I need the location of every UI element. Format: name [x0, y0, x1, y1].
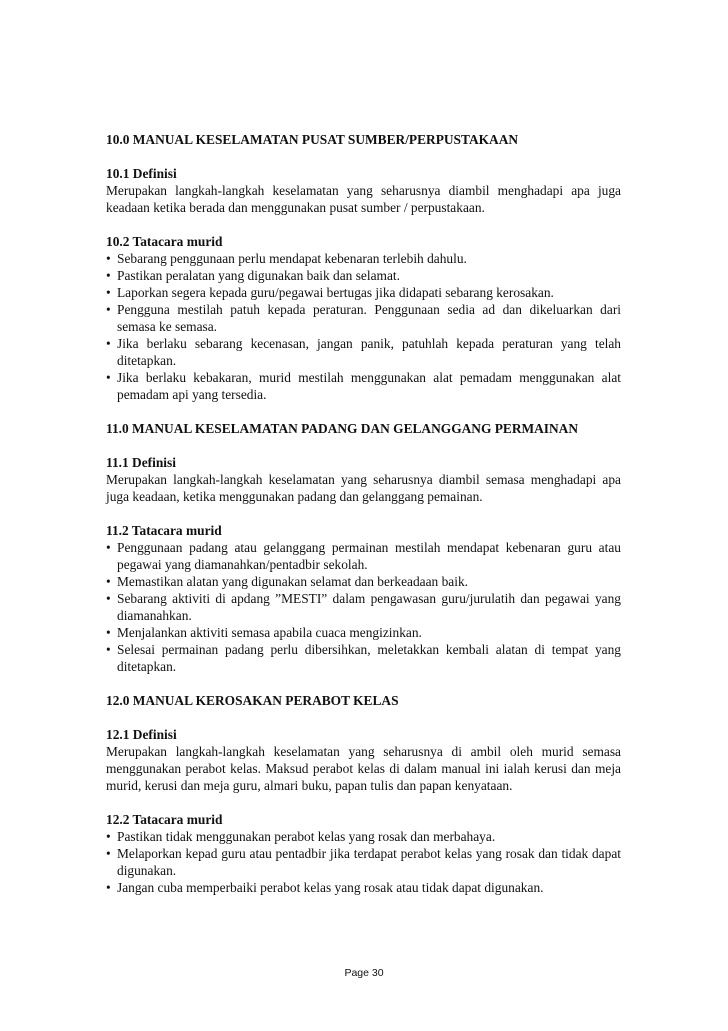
bullet-icon: • [106, 625, 111, 640]
section-12 [106, 692, 621, 896]
list-item [106, 284, 621, 301]
section-heading: 12.0 MANUAL KEROSAKAN PERABOT KELAS [106, 693, 399, 708]
document-body [106, 131, 621, 913]
list-item [106, 267, 621, 284]
list-item [106, 573, 621, 590]
definition-text: Merupakan langkah-langkah keselamatan yang seharusnya diambil semasa menghadapi apa juga keadaan, ketika menggunakan padang dan gelanggang pemainan. [106, 472, 621, 504]
list-item-text: Selesai permainan padang perlu dibersihkan, meletakkan kembali alatan di tempat yang ditetapkan. [117, 642, 621, 674]
list-item-text: Jika berlaku sebarang kecenasan, jangan panik, patuhlah kepada peraturan yang telah ditetapkan. [117, 336, 621, 368]
list-item-text: Melaporkan kepad guru atau pentadbir jika terdapat perabot kelas yang rosak dan tidak dapat digunakan. [117, 846, 621, 878]
list-item [106, 641, 621, 675]
list-item-text: Pastikan tidak menggunakan perabot kelas yang rosak dan merbahaya. [117, 829, 496, 844]
list-item-text: Menjalankan aktiviti semasa apabila cuaca mengizinkan. [117, 625, 422, 640]
section-heading: 11.0 MANUAL KESELAMATAN PADANG DAN GELANGGANG PERMAINAN [106, 421, 579, 436]
list-item-text: Memastikan alatan yang digunakan selamat dan berkeadaan baik. [117, 574, 468, 589]
list-item-text: Laporkan segera kepada guru/pegawai bertugas jika didapati sebarang kerosakan. [117, 285, 554, 300]
list-item [106, 301, 621, 335]
bullet-icon: • [106, 642, 111, 657]
bullet-icon: • [106, 336, 111, 351]
bullet-icon: • [106, 880, 111, 895]
list-item-text: Pastikan peralatan yang digunakan baik dan selamat. [117, 268, 400, 283]
list-item [106, 828, 621, 845]
list-item [106, 590, 621, 624]
list-item [106, 624, 621, 641]
section-heading: 10.0 MANUAL KESELAMATAN PUSAT SUMBER/PERPUSTAKAAN [106, 132, 519, 147]
definition-heading: 10.1 Definisi [106, 166, 177, 181]
bullet-icon: • [106, 540, 111, 555]
list-item-text: Sebarang penggunaan perlu mendapat kebenaran terlebih dahulu. [117, 251, 467, 266]
list-item-text: Penggunaan padang atau gelanggang permainan mestilah mendapat kebenaran guru atau pegawai yang diamanahkan/pentadbir sekolah. [117, 540, 621, 572]
list-item-text: Jangan cuba memperbaiki perabot kelas yang rosak atau tidak dapat digunakan. [117, 880, 544, 895]
bullet-icon: • [106, 370, 111, 385]
procedure-list [106, 828, 621, 896]
list-item [106, 845, 621, 879]
section-10 [106, 131, 621, 403]
bullet-icon: • [106, 268, 111, 283]
bullet-icon: • [106, 251, 111, 266]
procedure-list [106, 250, 621, 403]
list-item [106, 369, 621, 403]
definition-text: Merupakan langkah-langkah keselamatan yang seharusnya diambil menghadapi apa juga keadaan ketika berada dan menggunakan pusat sumber / perpustakaan. [106, 183, 621, 215]
procedure-list [106, 539, 621, 675]
bullet-icon: • [106, 829, 111, 844]
bullet-icon: • [106, 574, 111, 589]
list-item-text: Sebarang aktiviti di apdang ”MESTI” dalam pengawasan guru/jurulatih dan pegawai yang diamanahkan. [117, 591, 621, 623]
list-item [106, 335, 621, 369]
list-item [106, 539, 621, 573]
section-11 [106, 420, 621, 675]
procedure-heading: 11.2 Tatacara murid [106, 523, 222, 538]
definition-text: Merupakan langkah-langkah keselamatan yang seharusnya di ambil oleh murid semasa menggunakan perabot kelas. Maksud perabot kelas di dalam manual ini ialah kerusi dan meja murid, kerusi dan meja guru, almari buku, papan tulis dan papan kenyataan. [106, 744, 621, 793]
procedure-heading: 12.2 Tatacara murid [106, 812, 223, 827]
bullet-icon: • [106, 846, 111, 861]
list-item [106, 879, 621, 896]
bullet-icon: • [106, 285, 111, 300]
page-footer [0, 967, 728, 979]
procedure-heading: 10.2 Tatacara murid [106, 234, 223, 249]
list-item [106, 250, 621, 267]
definition-heading: 12.1 Definisi [106, 727, 177, 742]
bullet-icon: • [106, 302, 111, 317]
list-item-text: Jika berlaku kebakaran, murid mestilah menggunakan alat pemadam menggunakan alat pemadam api yang tersedia. [117, 370, 621, 402]
definition-heading: 11.1 Definisi [106, 455, 176, 470]
page-number: Page 30 [344, 967, 384, 979]
bullet-icon: • [106, 591, 111, 606]
list-item-text: Pengguna mestilah patuh kepada peraturan. Penggunaan sedia ad dan dikeluarkan dari semasa ke semasa. [117, 302, 621, 334]
